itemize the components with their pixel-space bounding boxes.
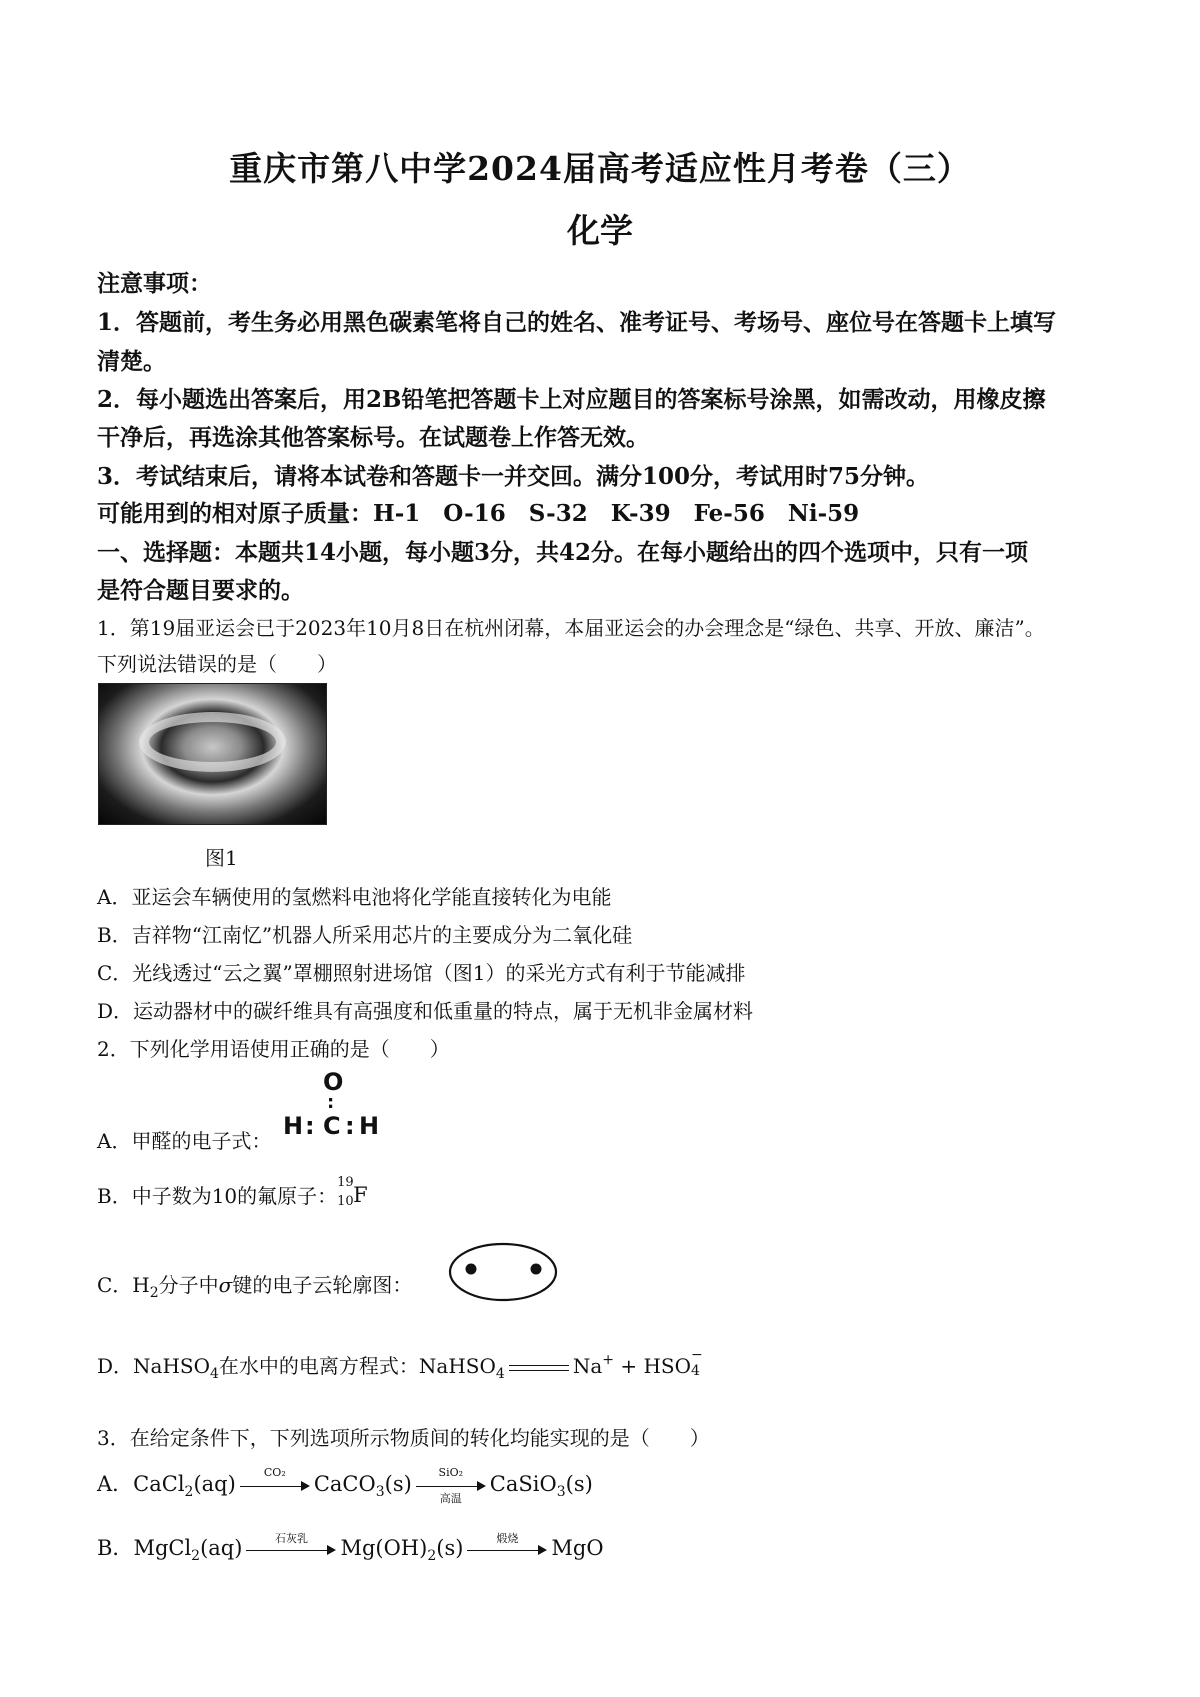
figure-caption: 图1 (205, 846, 238, 870)
section-heading-cont: 是符合题目要求的。 (97, 577, 304, 604)
q2-d-prefix: D．NaHSO (97, 1354, 210, 1378)
q1-stem: 1．第19届亚运会已于2023年10月8日在杭州闭幕，本届亚运会的办会理念是“绿色、共享、开放、廉洁”。 (97, 616, 1045, 640)
formaldehyde-lewis-structure (283, 1070, 393, 1150)
q1-option-a: A．亚运会车辆使用的氢燃料电池将化学能直接转化为电能 (97, 885, 612, 909)
q2-d-sub2: 4 (495, 1366, 505, 1382)
q3-a-reactant-sub: 2 (184, 1484, 194, 1500)
q3-a-product-1: CaCO (313, 1472, 376, 1496)
q3-b-reactant-state: (aq) (200, 1536, 243, 1560)
lewis-dots-right: : (345, 1112, 355, 1140)
notice-item-1-cont: 清楚。 (97, 348, 166, 375)
exam-title: 重庆市第八中学2024届高考适应性月考卷（三） (229, 149, 971, 188)
q2-d-sub: 4 (210, 1366, 219, 1382)
q1-stem-cont: 下列说法错误的是（ ） (97, 652, 337, 676)
q1-option-d: D．运动器材中的碳纤维具有高强度和低重量的特点，属于无机非金属材料 (97, 999, 754, 1023)
sodium-charge: + (602, 1352, 614, 1368)
q2-d-mid: 在水中的电离方程式：NaHSO (218, 1354, 496, 1378)
q3-a-product-2-state: (s) (565, 1472, 593, 1496)
q3-b-reactant: MgCl (133, 1536, 192, 1560)
lewis-oxygen: O (323, 1068, 344, 1096)
lewis-carbon: C (323, 1112, 341, 1140)
notice-heading: 注意事项： (97, 270, 212, 297)
q3-b-arrow-1-reagent: 石灰乳 (274, 1531, 308, 1545)
q2-option-d (97, 1347, 703, 1382)
notice-item-2: 2．每小题选出答案后，用2B铅笔把答题卡上对应题目的答案标号涂黑，如需改动，用橡皮擦 (97, 386, 1046, 413)
lewis-dots-left: : (305, 1112, 315, 1140)
q3-stem: 3．在给定条件下，下列选项所示物质间的转化均能实现的是（ ） (97, 1426, 710, 1450)
q3-b-product-2: MgO (551, 1536, 604, 1560)
q1-option-c: C．光线透过“云之翼”罩棚照射进场馆（图1）的采光方式有利于节能减排 (97, 961, 746, 985)
q2-option-a: A．甲醛的电子式： (97, 1129, 272, 1153)
section-heading: 一、选择题：本题共14小题，每小题3分，共42分。在每小题给出的四个选项中，只有一项 (97, 539, 1029, 566)
q3-b-arrow-1 (246, 1531, 336, 1560)
stadium-photo (98, 683, 327, 825)
sigma-bond-orbital-diagram (447, 1240, 559, 1304)
notice-item-2-cont: 干净后，再选涂其他答案标号。在试题卷上作答无效。 (97, 424, 649, 451)
q3-b-product-1-sub: 2 (427, 1548, 437, 1564)
q3-a-product-1-state: (s) (384, 1472, 412, 1496)
equals-sign (509, 1358, 569, 1378)
lewis-hydrogen-right: H (359, 1112, 380, 1140)
q2-option-b (97, 1175, 377, 1209)
q3-b-label: B． (97, 1536, 134, 1560)
q2-c-h: C．H (97, 1273, 150, 1297)
nuclide-atomic-number: 10 (337, 1194, 354, 1209)
nuclide-mass-number: 19 (337, 1175, 354, 1190)
hso4-ion: + HSO (613, 1354, 691, 1378)
lewis-dots-top: : (327, 1092, 335, 1113)
q3-a-product-1-sub: 3 (375, 1484, 385, 1500)
sodium-ion: Na (572, 1354, 603, 1378)
notice-item-1: 1．答题前，考生务必用黑色碳素笔将自己的姓名、准考证号、考场号、座位号在答题卡上填写 (97, 309, 1057, 336)
hso4-scripts (691, 1347, 703, 1379)
fluorine-nuclide (337, 1175, 377, 1209)
q3-option-b (97, 1532, 604, 1564)
q1-option-b: B．吉祥物“江南忆”机器人所采用芯片的主要成分为二氧化硅 (97, 923, 633, 947)
q3-a-arrow-2-reagent: SiO₂ (438, 1465, 464, 1479)
q2-c-sub: 2 (149, 1285, 159, 1301)
q3-a-label: A． (97, 1472, 134, 1496)
q3-a-arrow-2-condition: 高温 (439, 1491, 462, 1505)
q3-b-arrow-2 (467, 1531, 547, 1560)
q3-option-a (97, 1465, 593, 1505)
q3-a-product-2: CaSiO (489, 1472, 557, 1496)
notice-item-3: 3．考试结束后，请将本试卷和答题卡一并交回。满分100分，考试用时75分钟。 (97, 463, 930, 490)
q3-a-arrow-1 (240, 1465, 310, 1496)
q3-b-arrow-2-condition: 煅烧 (496, 1531, 519, 1545)
lewis-hydrogen-left: H (283, 1112, 304, 1140)
exam-subject: 化学 (567, 211, 633, 250)
q3-a-arrow-2 (416, 1465, 486, 1505)
atomic-masses: 可能用到的相对原子质量：H-1 O-16 S-32 K-39 Fe-56 Ni-59 (97, 500, 860, 527)
hso4-charge: − (691, 1347, 703, 1363)
q3-b-product-1-state: (s) (436, 1536, 464, 1560)
q3-a-product-2-sub: 3 (556, 1484, 566, 1500)
q2-c-suffix: 键的电子云轮廓图： (232, 1273, 413, 1297)
hso4-sub: 4 (691, 1363, 700, 1379)
q3-a-reactant: CaCl (133, 1472, 185, 1496)
q2-c-mid: 分子中 (158, 1273, 219, 1297)
q3-a-arrow-1-reagent: CO₂ (263, 1465, 286, 1479)
sigma-symbol: σ (218, 1273, 233, 1297)
q2-option-b-text: B．中子数为10的氟原子： (97, 1184, 338, 1208)
nuclide-symbol: F (353, 1183, 368, 1207)
q3-b-reactant-sub: 2 (191, 1548, 201, 1564)
q2-option-c (97, 1269, 412, 1301)
q3-a-reactant-state: (aq) (193, 1472, 236, 1496)
q2-stem: 2．下列化学用语使用正确的是（ ） (97, 1037, 450, 1061)
q3-b-product-1: Mg(OH) (340, 1536, 428, 1560)
